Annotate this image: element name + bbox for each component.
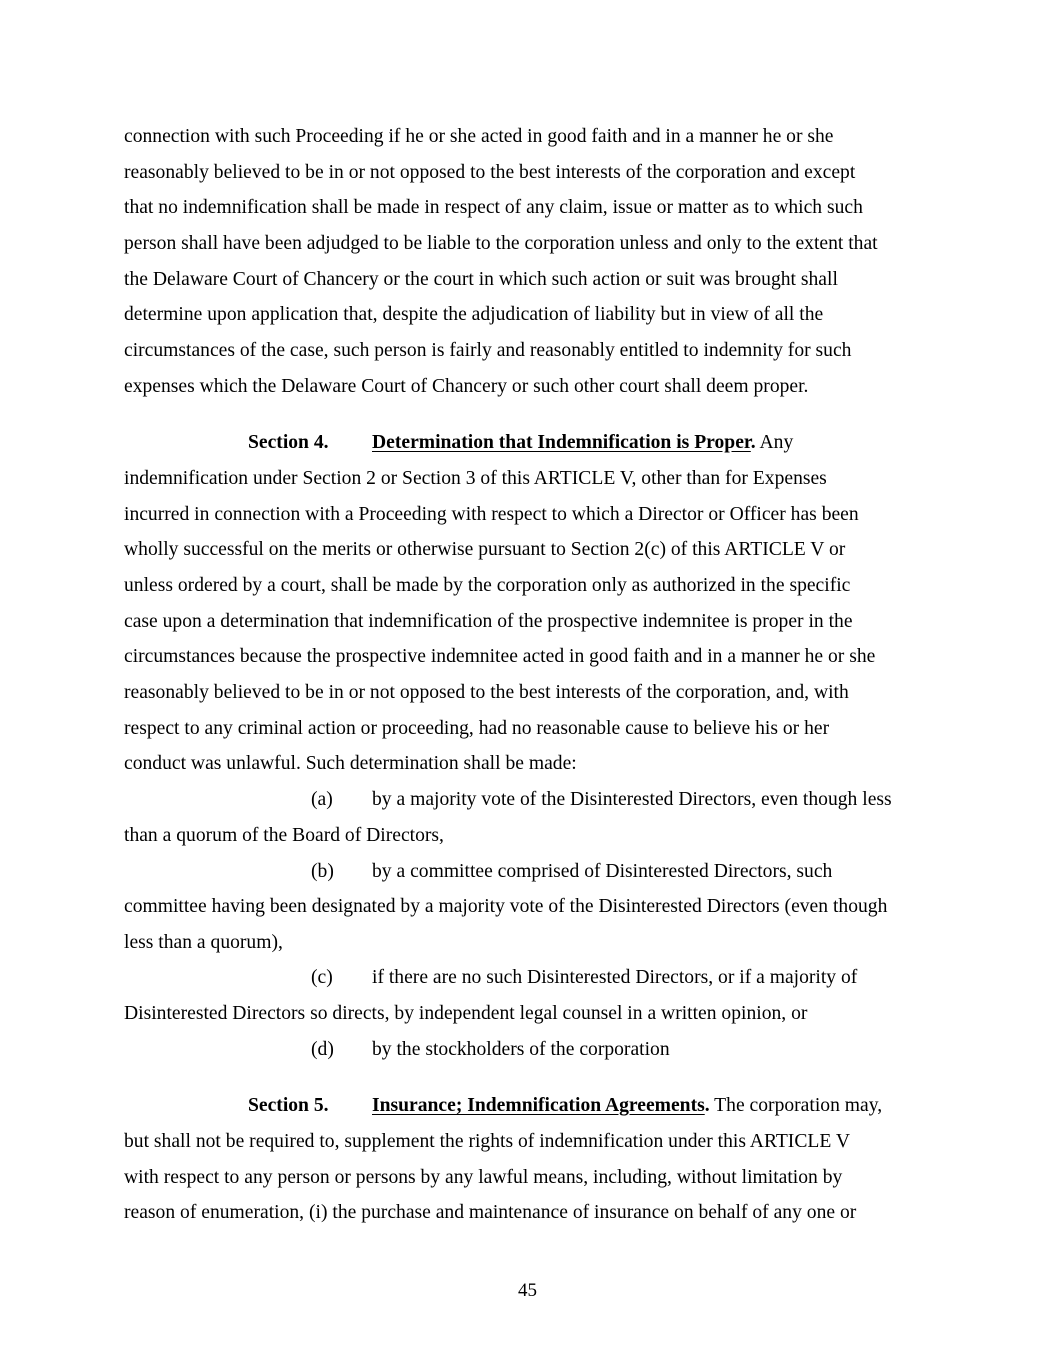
text-line: connection with such Proceeding if he or she acted in good faith and in a manner he or she [124,126,834,147]
list-item-text: if there are no such Disinterested Directors, or if a majority of [372,967,858,988]
text-line: the Delaware Court of Chancery or the court in which such action or suit was brought shall [124,269,838,290]
text-line: respect to any criminal action or proceeding, had no reasonable cause to believe his or her [124,718,830,739]
section-5-title: Insurance; Indemnification Agreements [372,1095,705,1116]
text-line: case upon a determination that indemnification of the prospective indemnitee is proper in the [124,611,853,632]
text-line: unless ordered by a court, shall be made by the corporation only as authorized in the specific [124,575,851,596]
text-line: determine upon application that, despite the adjudication of liability but in view of all the [124,304,824,325]
list-item-letter: (d) [311,1039,334,1060]
list-item-text: by the stockholders of the corporation [372,1039,670,1060]
text-line: expenses which the Delaware Court of Chancery or such other court shall deem proper. [124,376,809,397]
section-5-first-line-rest: The corporation may, [709,1095,883,1116]
text-line: person shall have been adjudged to be liable to the corporation unless and only to the extent that [124,233,878,254]
text-line: reasonably believed to be in or not opposed to the best interests of the corporation, and, with [124,682,849,703]
text-line: with respect to any person or persons by any lawful means, including, without limitation by [124,1167,843,1188]
text-line: indemnification under Section 2 or Section 3 of this ARTICLE V, other than for Expenses [124,468,827,489]
list-item-continuation: less than a quorum), [124,932,283,953]
text-line: but shall not be required to, supplement the rights of indemnification under this ARTICLE V [124,1131,851,1152]
list-item-continuation: than a quorum of the Board of Directors, [124,825,444,846]
list-item-letter: (c) [311,967,333,988]
section-5-heading-line [372,1094,882,1118]
section-4-heading-line [372,431,793,455]
section-5-label: Section 5. [248,1095,329,1116]
text-line: circumstances of the case, such person is fairly and reasonably entitled to indemnity for such [124,340,852,361]
text-line: incurred in connection with a Proceeding with respect to which a Director or Officer has been [124,504,859,525]
list-item-letter: (a) [311,789,333,810]
page-number: 45 [518,1280,537,1301]
section-5-title-period: . [704,1095,710,1116]
text-line: that no indemnification shall be made in respect of any claim, issue or matter as to which such [124,197,863,218]
section-4-label: Section 4. [248,432,329,453]
list-item-continuation: Disinterested Directors so directs, by independent legal counsel in a written opinion, or [124,1003,808,1024]
list-item-letter: (b) [311,861,334,882]
list-item-text: by a majority vote of the Disinterested Directors, even though less [372,789,892,810]
section-4-title: Determination that Indemnification is Proper [372,432,751,453]
section-4-first-line-rest: Any [755,432,794,453]
text-line: conduct was unlawful. Such determination shall be made: [124,753,577,774]
text-line: circumstances because the prospective indemnitee acted in good faith and in a manner he or she [124,646,876,667]
section-4-title-period: . [750,432,756,453]
text-line: wholly successful on the merits or otherwise pursuant to Section 2(c) of this ARTICLE V or [124,539,846,560]
text-line: reason of enumeration, (i) the purchase and maintenance of insurance on behalf of any one or [124,1202,857,1223]
list-item-continuation: committee having been designated by a majority vote of the Disinterested Directors (even though [124,896,888,917]
text-line: reasonably believed to be in or not opposed to the best interests of the corporation and except [124,162,856,183]
list-item-text: by a committee comprised of Disinterested Directors, such [372,861,833,882]
